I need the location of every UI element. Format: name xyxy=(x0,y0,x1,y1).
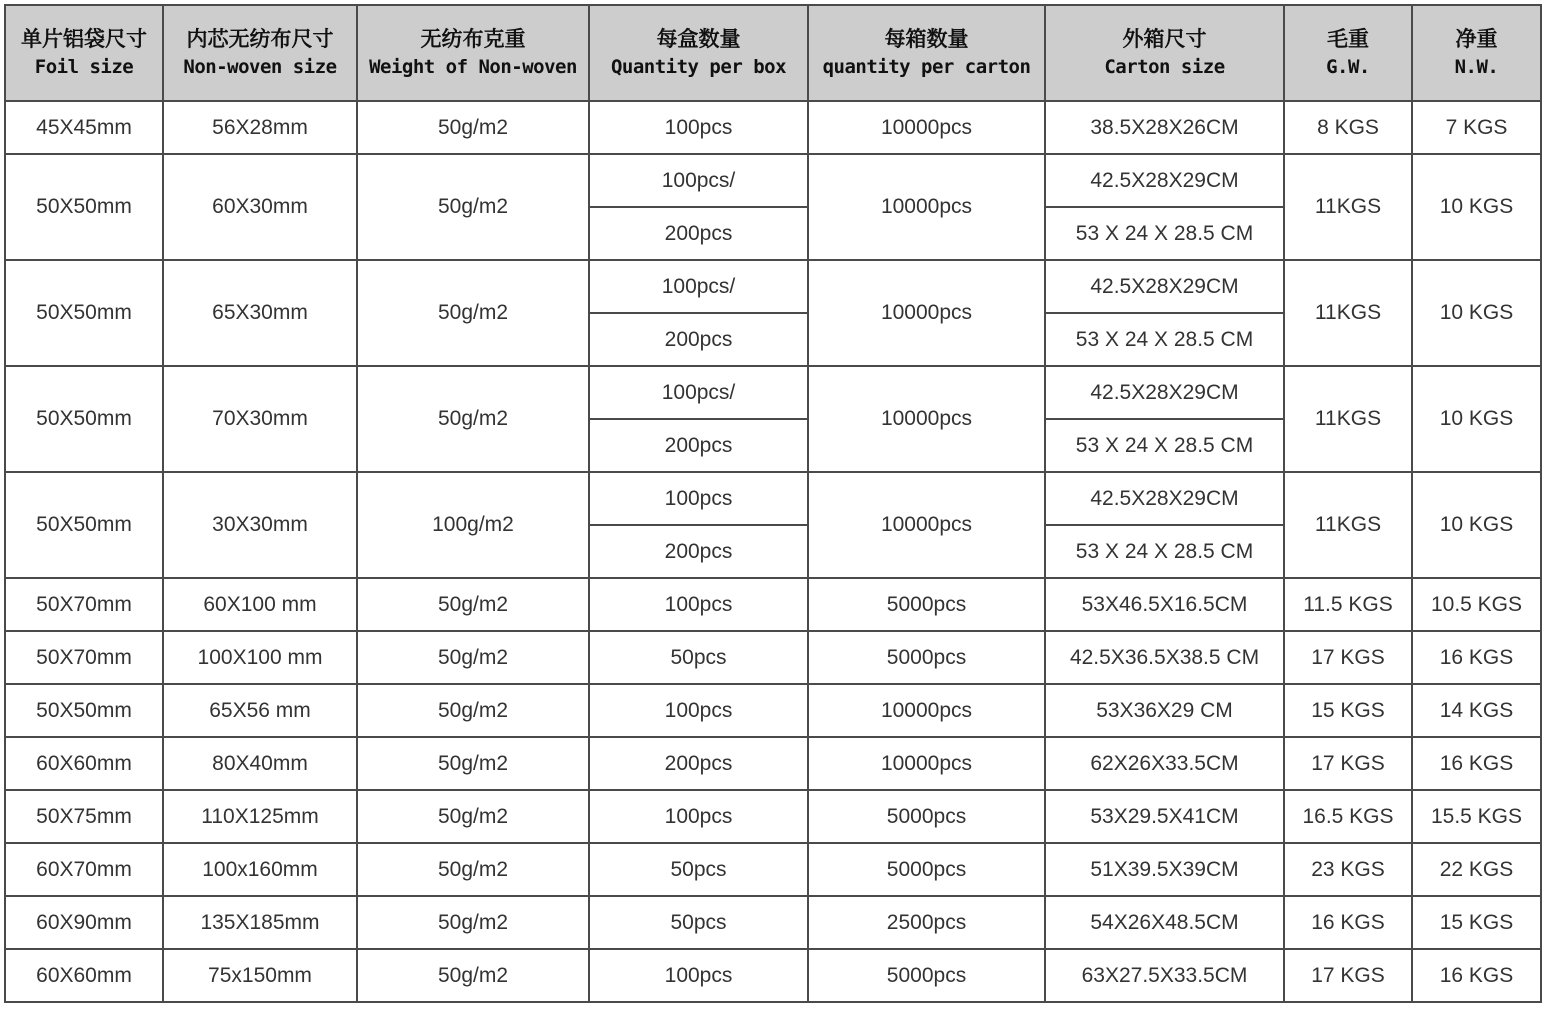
header-label-zh: 净重 xyxy=(1455,27,1498,51)
cell-net-weight: 15.5 KGS xyxy=(1412,790,1541,843)
header-label-en: Quantity per box xyxy=(610,56,787,78)
packing-spec-table xyxy=(4,4,1542,1003)
cell-net-weight: 10.5 KGS xyxy=(1412,578,1541,631)
table-row xyxy=(5,578,1541,631)
cell-nonwoven-size: 60X30mm xyxy=(163,154,357,260)
cell-qty-per-box: 100pcs xyxy=(589,101,808,154)
cell-qty-per-box: 50pcs xyxy=(589,896,808,949)
cell-qty-per-box: 100pcs xyxy=(589,949,808,1002)
cell-carton-size: 53X29.5X41CM xyxy=(1045,790,1284,843)
table-row xyxy=(5,737,1541,790)
cell-nonwoven-size: 110X125mm xyxy=(163,790,357,843)
cell-nonwoven-size: 135X185mm xyxy=(163,896,357,949)
cell-carton-size: 53 X 24 X 28.5 CM xyxy=(1045,525,1284,578)
header-label-en: N.W. xyxy=(1454,56,1499,78)
cell-nonwoven-size: 30X30mm xyxy=(163,472,357,578)
cell-gross-weight: 11.5 KGS xyxy=(1284,578,1412,631)
cell-qty-per-carton: 5000pcs xyxy=(808,790,1045,843)
cell-qty-per-box: 200pcs xyxy=(589,737,808,790)
cell-carton-size: 42.5X28X29CM xyxy=(1045,366,1284,419)
cell-carton-size: 51X39.5X39CM xyxy=(1045,843,1284,896)
cell-foil-size: 50X50mm xyxy=(5,154,163,260)
header-label-zh: 单片铝袋尺寸 xyxy=(21,27,147,51)
cell-qty-per-carton: 5000pcs xyxy=(808,631,1045,684)
table-row xyxy=(5,101,1541,154)
cell-nonwoven-weight: 50g/m2 xyxy=(357,737,589,790)
header-label-zh: 无纺布克重 xyxy=(420,27,526,51)
cell-foil-size: 50X75mm xyxy=(5,790,163,843)
cell-foil-size: 50X70mm xyxy=(5,631,163,684)
table-header xyxy=(5,5,1541,101)
table-row xyxy=(5,472,1541,525)
cell-carton-size: 53 X 24 X 28.5 CM xyxy=(1045,419,1284,472)
cell-qty-per-box: 100pcs/ xyxy=(589,154,808,207)
cell-net-weight: 10 KGS xyxy=(1412,154,1541,260)
cell-qty-per-box: 200pcs xyxy=(589,419,808,472)
cell-net-weight: 16 KGS xyxy=(1412,631,1541,684)
cell-carton-size: 53 X 24 X 28.5 CM xyxy=(1045,313,1284,366)
header-row xyxy=(5,5,1541,101)
cell-gross-weight: 11KGS xyxy=(1284,154,1412,260)
cell-carton-size: 63X27.5X33.5CM xyxy=(1045,949,1284,1002)
table-row xyxy=(5,631,1541,684)
cell-carton-size: 42.5X28X29CM xyxy=(1045,260,1284,313)
cell-foil-size: 50X50mm xyxy=(5,684,163,737)
cell-carton-size: 53 X 24 X 28.5 CM xyxy=(1045,207,1284,260)
header-nonwoven-size xyxy=(163,5,357,101)
cell-qty-per-box: 100pcs/ xyxy=(589,366,808,419)
cell-nonwoven-size: 100X100 mm xyxy=(163,631,357,684)
cell-carton-size: 38.5X28X26CM xyxy=(1045,101,1284,154)
table-row xyxy=(5,949,1541,1002)
cell-nonwoven-size: 100x160mm xyxy=(163,843,357,896)
cell-nonwoven-weight: 50g/m2 xyxy=(357,578,589,631)
cell-nonwoven-size: 65X56 mm xyxy=(163,684,357,737)
cell-qty-per-box: 200pcs xyxy=(589,313,808,366)
cell-carton-size: 42.5X28X29CM xyxy=(1045,472,1284,525)
table-row xyxy=(5,154,1541,207)
cell-gross-weight: 16 KGS xyxy=(1284,896,1412,949)
header-label-en: G.W. xyxy=(1326,56,1370,78)
header-qty-per-box xyxy=(589,5,808,101)
cell-qty-per-carton: 2500pcs xyxy=(808,896,1045,949)
cell-carton-size: 42.5X28X29CM xyxy=(1045,154,1284,207)
header-label-en: Weight of Non-woven xyxy=(369,56,577,78)
cell-nonwoven-size: 70X30mm xyxy=(163,366,357,472)
cell-net-weight: 10 KGS xyxy=(1412,366,1541,472)
cell-foil-size: 50X50mm xyxy=(5,472,163,578)
header-qty-per-carton xyxy=(808,5,1045,101)
cell-qty-per-carton: 10000pcs xyxy=(808,260,1045,366)
cell-nonwoven-size: 75x150mm xyxy=(163,949,357,1002)
cell-nonwoven-weight: 50g/m2 xyxy=(357,949,589,1002)
cell-qty-per-box: 100pcs xyxy=(589,684,808,737)
cell-nonwoven-weight: 50g/m2 xyxy=(357,366,589,472)
cell-nonwoven-size: 56X28mm xyxy=(163,101,357,154)
table-row xyxy=(5,790,1541,843)
table-body xyxy=(5,101,1541,1002)
cell-nonwoven-weight: 50g/m2 xyxy=(357,101,589,154)
cell-gross-weight: 15 KGS xyxy=(1284,684,1412,737)
cell-carton-size: 42.5X36.5X38.5 CM xyxy=(1045,631,1284,684)
cell-gross-weight: 17 KGS xyxy=(1284,949,1412,1002)
cell-gross-weight: 23 KGS xyxy=(1284,843,1412,896)
header-label-en: Non-woven size xyxy=(183,56,337,78)
header-label-zh: 每箱数量 xyxy=(884,27,969,51)
cell-gross-weight: 11KGS xyxy=(1284,260,1412,366)
cell-foil-size: 50X70mm xyxy=(5,578,163,631)
header-label-zh: 外箱尺寸 xyxy=(1122,27,1207,51)
cell-qty-per-box: 200pcs xyxy=(589,207,808,260)
cell-foil-size: 60X60mm xyxy=(5,949,163,1002)
table-row xyxy=(5,260,1541,313)
cell-qty-per-carton: 10000pcs xyxy=(808,684,1045,737)
table-row xyxy=(5,896,1541,949)
cell-nonwoven-weight: 100g/m2 xyxy=(357,472,589,578)
cell-qty-per-box: 100pcs xyxy=(589,472,808,525)
cell-net-weight: 10 KGS xyxy=(1412,472,1541,578)
header-label-zh: 每盒数量 xyxy=(656,27,741,51)
cell-qty-per-carton: 10000pcs xyxy=(808,101,1045,154)
cell-nonwoven-weight: 50g/m2 xyxy=(357,790,589,843)
cell-nonwoven-weight: 50g/m2 xyxy=(357,154,589,260)
cell-net-weight: 10 KGS xyxy=(1412,260,1541,366)
cell-qty-per-box: 100pcs xyxy=(589,578,808,631)
cell-qty-per-carton: 10000pcs xyxy=(808,472,1045,578)
header-nonwoven-weight xyxy=(357,5,589,101)
cell-nonwoven-size: 60X100 mm xyxy=(163,578,357,631)
header-label-en: quantity per carton xyxy=(822,56,1031,78)
header-net-weight xyxy=(1412,5,1541,101)
header-label-zh: 内芯无纺布尺寸 xyxy=(186,27,334,51)
header-carton-size xyxy=(1045,5,1284,101)
cell-foil-size: 45X45mm xyxy=(5,101,163,154)
cell-qty-per-box: 50pcs xyxy=(589,631,808,684)
cell-nonwoven-size: 65X30mm xyxy=(163,260,357,366)
cell-qty-per-box: 100pcs/ xyxy=(589,260,808,313)
cell-gross-weight: 16.5 KGS xyxy=(1284,790,1412,843)
cell-carton-size: 54X26X48.5CM xyxy=(1045,896,1284,949)
header-label-zh: 毛重 xyxy=(1327,27,1369,51)
cell-qty-per-box: 100pcs xyxy=(589,790,808,843)
header-label-en: Carton size xyxy=(1104,56,1225,78)
table-row xyxy=(5,843,1541,896)
cell-nonwoven-weight: 50g/m2 xyxy=(357,631,589,684)
cell-net-weight: 14 KGS xyxy=(1412,684,1541,737)
cell-net-weight: 16 KGS xyxy=(1412,737,1541,790)
cell-gross-weight: 11KGS xyxy=(1284,472,1412,578)
cell-gross-weight: 8 KGS xyxy=(1284,101,1412,154)
table-row xyxy=(5,366,1541,419)
cell-foil-size: 60X60mm xyxy=(5,737,163,790)
cell-qty-per-carton: 5000pcs xyxy=(808,843,1045,896)
cell-foil-size: 50X50mm xyxy=(5,366,163,472)
table-row xyxy=(5,684,1541,737)
cell-net-weight: 22 KGS xyxy=(1412,843,1541,896)
cell-qty-per-carton: 10000pcs xyxy=(808,154,1045,260)
cell-qty-per-carton: 5000pcs xyxy=(808,949,1045,1002)
cell-gross-weight: 17 KGS xyxy=(1284,737,1412,790)
cell-qty-per-carton: 10000pcs xyxy=(808,737,1045,790)
cell-qty-per-box: 200pcs xyxy=(589,525,808,578)
cell-nonwoven-weight: 50g/m2 xyxy=(357,260,589,366)
cell-nonwoven-weight: 50g/m2 xyxy=(357,684,589,737)
header-gross-weight xyxy=(1284,5,1412,101)
cell-nonwoven-weight: 50g/m2 xyxy=(357,896,589,949)
cell-carton-size: 62X26X33.5CM xyxy=(1045,737,1284,790)
cell-carton-size: 53X46.5X16.5CM xyxy=(1045,578,1284,631)
cell-foil-size: 60X90mm xyxy=(5,896,163,949)
cell-nonwoven-size: 80X40mm xyxy=(163,737,357,790)
cell-net-weight: 16 KGS xyxy=(1412,949,1541,1002)
cell-qty-per-carton: 5000pcs xyxy=(808,578,1045,631)
cell-gross-weight: 17 KGS xyxy=(1284,631,1412,684)
spec-table-container xyxy=(4,4,1542,1003)
cell-nonwoven-weight: 50g/m2 xyxy=(357,843,589,896)
cell-gross-weight: 11KGS xyxy=(1284,366,1412,472)
header-label-en: Foil size xyxy=(34,56,134,78)
cell-foil-size: 60X70mm xyxy=(5,843,163,896)
cell-carton-size: 53X36X29 CM xyxy=(1045,684,1284,737)
cell-net-weight: 15 KGS xyxy=(1412,896,1541,949)
cell-qty-per-box: 50pcs xyxy=(589,843,808,896)
cell-net-weight: 7 KGS xyxy=(1412,101,1541,154)
cell-qty-per-carton: 10000pcs xyxy=(808,366,1045,472)
header-foil-size xyxy=(5,5,163,101)
cell-foil-size: 50X50mm xyxy=(5,260,163,366)
